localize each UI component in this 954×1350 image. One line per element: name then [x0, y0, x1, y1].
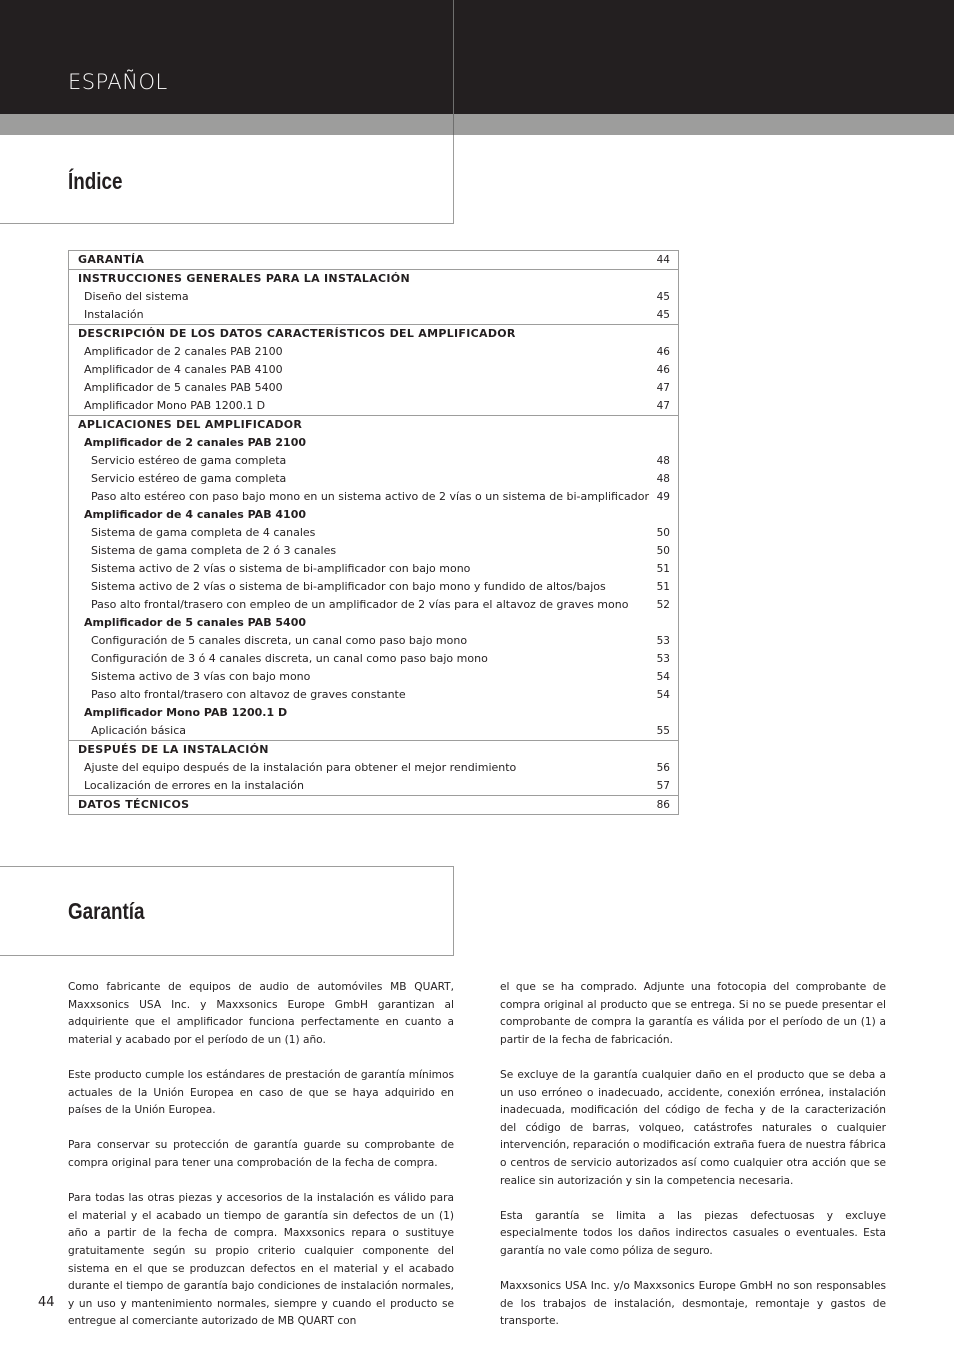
- toc-entry-title: Amplificador de 2 canales PAB 2100: [84, 345, 283, 358]
- table-of-contents: [68, 250, 679, 815]
- garantia-paragraph: Se excluye de la garantía cualquier daño en el producto que se deba a un uso erróneo o inadecuado, accidente, conexión errónea, instalación inadecuada, modificación del código de fecha y de la caracterización del código de barras, volqueo, catástrofes naturales o cualquier intervención, reparación o modificación extraña fuera de nuestra fábrica o centros de servicio autorizados así como cualquier otra acción que se realice sin autorización y sin la competencia necesaria.: [500, 1068, 886, 1187]
- garantia-paragraph: el que se ha comprado. Adjunte una fotocopia del comprobante de compra original al producto que se entrega. Si no se puede presentar el comprobante de compra la garantía es válida por el período de un (1) a partir de la fecha de fabricación.: [500, 981, 886, 1046]
- toc-entry-title: Sistema de gama completa de 4 canales: [91, 526, 316, 539]
- toc-entry-row[interactable]: [69, 578, 678, 596]
- header-gray-stripe: [0, 114, 954, 135]
- toc-entry-title: Amplificador de 4 canales PAB 4100: [84, 363, 283, 376]
- toc-heading-row[interactable]: [69, 796, 678, 814]
- toc-entry-title: Sistema activo de 2 vías o sistema de bi-amplificador con bajo mono: [91, 562, 471, 575]
- toc-entry-page: 46: [656, 364, 670, 376]
- toc-entry-title: Instalación: [84, 308, 144, 321]
- garantia-title: Garantía: [68, 898, 145, 924]
- toc-entry-row[interactable]: [69, 288, 678, 306]
- toc-entry-title: Amplificador de 5 canales PAB 5400: [84, 381, 283, 394]
- toc-entry-row[interactable]: [69, 686, 678, 704]
- toc-group: [69, 795, 678, 814]
- toc-entry-title: Localización de errores en la instalación: [84, 779, 304, 792]
- toc-group: [69, 269, 678, 324]
- toc-entry-row[interactable]: [69, 343, 678, 361]
- garantia-left-column: [68, 979, 454, 1348]
- indice-section-box: [0, 135, 454, 224]
- toc-entry-title: Diseño del sistema: [84, 290, 189, 303]
- toc-entry-row[interactable]: [69, 722, 678, 740]
- toc-entry-row[interactable]: [69, 614, 678, 632]
- toc-entry-row[interactable]: [69, 668, 678, 686]
- toc-entry-page: 45: [656, 291, 670, 303]
- language-label: ESPAÑOL: [68, 70, 168, 94]
- toc-entry-title: Configuración de 5 canales discreta, un canal como paso bajo mono: [91, 634, 468, 647]
- toc-entry-page: 47: [656, 400, 670, 412]
- toc-entry-title: Paso alto frontal/trasero con empleo de un amplificador de 2 vías para el altavoz de graves mono: [91, 598, 629, 611]
- garantia-paragraph: Esta garantía se limita a las piezas defectuosas y excluye especialmente todos los daños indirectos casuales o eventuales. Esta garantía no vale como póliza de seguro.: [500, 1209, 886, 1257]
- toc-entry-page: 51: [656, 563, 670, 575]
- toc-heading-row[interactable]: [69, 251, 678, 269]
- toc-entry-page: 56: [656, 762, 670, 774]
- toc-entry-page: 53: [656, 653, 670, 665]
- garantia-paragraph: Para todas las otras piezas y accesorios de la instalación es válido para el material y el acabado un tiempo de garantía sin defectos de un (1) año a partir de la fecha de compra. Maxxsonics repara o sustituye gratuitamente según su propio criterio cualquier componente del sistema en el que se produzcan defectos en el material y el acabado durante el tiempo de garantía bajo condiciones de instalación normales, y un uso y mantenimiento normales, siempre y cuando el producto se entregue al comerciante autorizado de MB QUART con: [68, 1192, 454, 1328]
- indice-title: Índice: [68, 168, 123, 194]
- toc-entry-page: 50: [656, 545, 670, 557]
- toc-entry-title: Aplicación básica: [91, 724, 187, 737]
- toc-entry-row[interactable]: [69, 759, 678, 777]
- toc-heading-row[interactable]: [69, 416, 678, 434]
- toc-group: [69, 415, 678, 740]
- toc-entry-title: Amplificador de 5 canales PAB 5400: [84, 616, 307, 629]
- page-number: 44: [38, 1295, 55, 1310]
- toc-entry-page: 44: [656, 254, 670, 266]
- toc-entry-title: Paso alto frontal/trasero con altavoz de graves constante: [91, 688, 406, 701]
- toc-entry-row[interactable]: [69, 306, 678, 324]
- toc-entry-row[interactable]: [69, 361, 678, 379]
- toc-group: [69, 324, 678, 415]
- toc-entry-row[interactable]: [69, 379, 678, 397]
- toc-group: [69, 740, 678, 795]
- toc-entry-title: INSTRUCCIONES GENERALES PARA LA INSTALACIÓN: [78, 272, 410, 285]
- toc-entry-page: 53: [656, 635, 670, 647]
- toc-entry-title: Amplificador Mono PAB 1200.1 D: [84, 706, 288, 719]
- toc-entry-page: 49: [656, 491, 670, 503]
- toc-entry-title: Servicio estéreo de gama completa: [91, 472, 287, 485]
- toc-entry-row[interactable]: [69, 470, 678, 488]
- toc-group: [69, 251, 678, 269]
- toc-entry-page: 55: [656, 725, 670, 737]
- toc-entry-row[interactable]: [69, 524, 678, 542]
- toc-entry-title: DESPUÉS DE LA INSTALACIÓN: [78, 743, 269, 756]
- toc-heading-row[interactable]: [69, 741, 678, 759]
- toc-entry-title: Amplificador de 4 canales PAB 4100: [84, 508, 307, 521]
- toc-entry-row[interactable]: [69, 596, 678, 614]
- toc-entry-page: 47: [656, 382, 670, 394]
- toc-entry-row[interactable]: [69, 560, 678, 578]
- toc-entry-row[interactable]: [69, 452, 678, 470]
- toc-entry-title: Servicio estéreo de gama completa: [91, 454, 287, 467]
- toc-entry-row[interactable]: [69, 488, 678, 506]
- toc-entry-title: Ajuste del equipo después de la instalación para obtener el mejor rendimiento: [84, 761, 517, 774]
- toc-entry-page: 86: [656, 799, 670, 811]
- toc-entry-title: Configuración de 3 ó 4 canales discreta, un canal como paso bajo mono: [91, 652, 488, 665]
- garantia-paragraph: Para conservar su protección de garantía guarde su comprobante de compra original para tener una comprobación de la fecha de compra.: [68, 1139, 454, 1169]
- toc-entry-page: 54: [656, 689, 670, 701]
- toc-entry-row[interactable]: [69, 542, 678, 560]
- toc-entry-row[interactable]: [69, 704, 678, 722]
- toc-entry-row[interactable]: [69, 434, 678, 452]
- toc-entry-title: GARANTÍA: [78, 253, 145, 266]
- toc-entry-title: Paso alto estéreo con paso bajo mono en un sistema activo de 2 vías o un sistema de bi-amplificador: [91, 490, 649, 503]
- garantia-paragraph: Maxxsonics USA Inc. y/o Maxxsonics Europe GmbH no son responsables de los trabajos de instalación, desmontaje, remontaje y gastos de transporte.: [500, 1280, 886, 1328]
- toc-entry-title: Amplificador de 2 canales PAB 2100: [84, 436, 307, 449]
- toc-entry-page: 45: [656, 309, 670, 321]
- header-divider: [453, 0, 454, 135]
- toc-entry-page: 57: [656, 780, 670, 792]
- toc-entry-row[interactable]: [69, 506, 678, 524]
- toc-entry-title: DATOS TÉCNICOS: [78, 798, 190, 811]
- toc-entry-title: Sistema activo de 2 vías o sistema de bi-amplificador con bajo mono y fundido de altos/bajos: [91, 580, 606, 593]
- toc-entry-row[interactable]: [69, 397, 678, 415]
- toc-entry-page: 48: [656, 473, 670, 485]
- toc-entry-page: 46: [656, 346, 670, 358]
- toc-entry-title: Amplificador Mono PAB 1200.1 D: [84, 399, 266, 412]
- toc-entry-title: DESCRIPCIÓN DE LOS DATOS CARACTERÍSTICOS DEL AMPLIFICADOR: [78, 327, 516, 340]
- toc-heading-row[interactable]: [69, 325, 678, 343]
- toc-entry-row[interactable]: [69, 650, 678, 668]
- garantia-right-column: [500, 979, 886, 1348]
- toc-entry-page: 54: [656, 671, 670, 683]
- toc-entry-row[interactable]: [69, 632, 678, 650]
- garantia-paragraph: Como fabricante de equipos de audio de automóviles MB QUART, Maxxsonics USA Inc. y Maxxsonics Europe GmbH garantizan al adquiriente que el amplificador funciona perfectamente en cuanto a material y acabado por el período de un (1) año.: [68, 981, 454, 1046]
- toc-entry-row[interactable]: [69, 777, 678, 795]
- toc-entry-page: 52: [656, 599, 670, 611]
- toc-entry-title: Sistema de gama completa de 2 ó 3 canales: [91, 544, 337, 557]
- header-band: [0, 0, 954, 114]
- toc-heading-row[interactable]: [69, 270, 678, 288]
- toc-entry-page: 48: [656, 455, 670, 467]
- toc-entry-page: 50: [656, 527, 670, 539]
- garantia-section-box: [0, 866, 454, 956]
- toc-entry-page: 51: [656, 581, 670, 593]
- toc-entry-title: APLICACIONES DEL AMPLIFICADOR: [78, 418, 303, 431]
- garantia-paragraph: Este producto cumple los estándares de prestación de garantía mínimos actuales de la Unión Europea en caso de que se haya adquirido en países de la Unión Europea.: [68, 1068, 454, 1117]
- toc-entry-title: Sistema activo de 3 vías con bajo mono: [91, 670, 311, 683]
